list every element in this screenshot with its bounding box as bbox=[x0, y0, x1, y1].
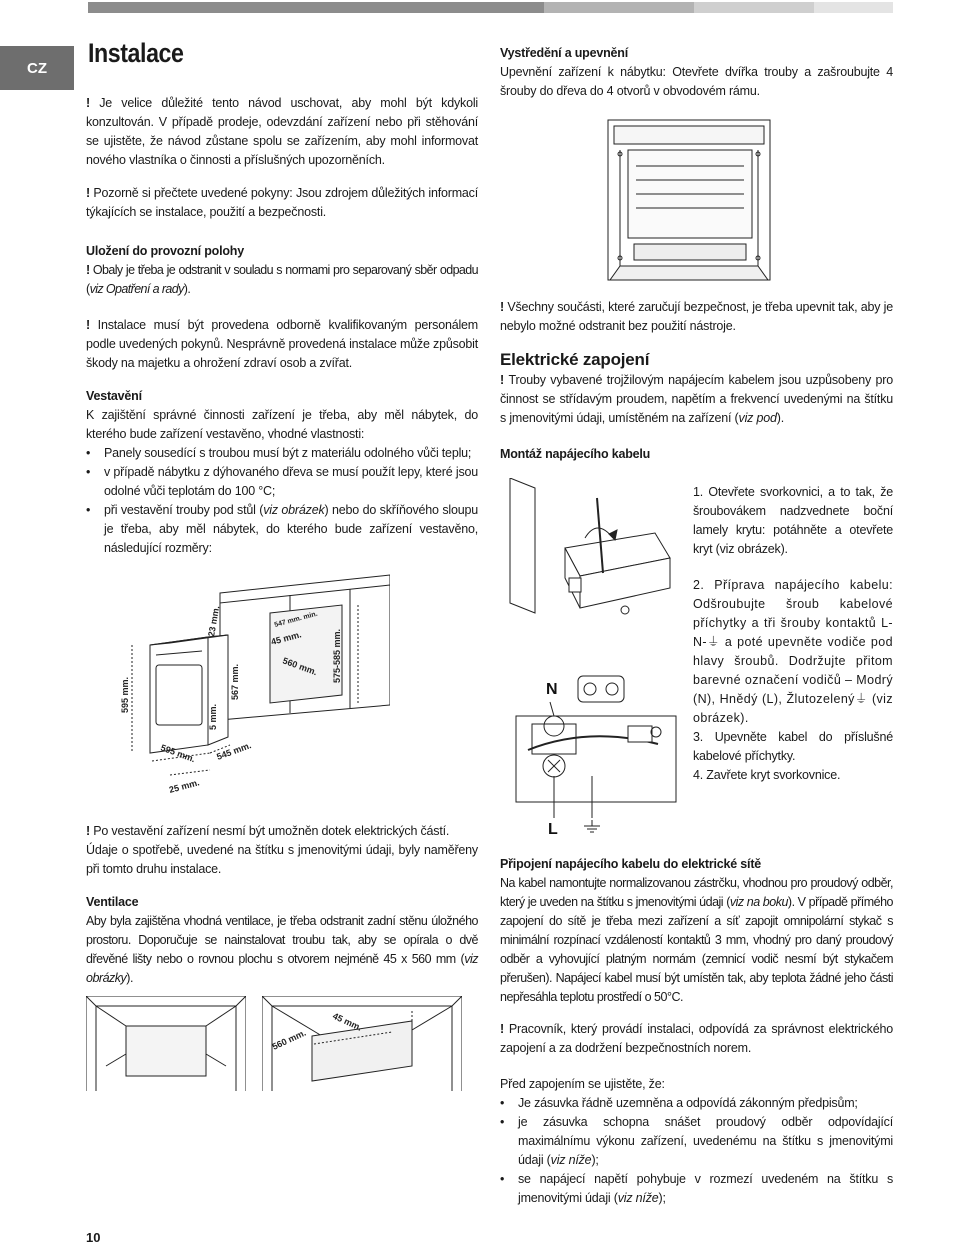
placement-section: Uložení do provozní polohy ! Obaly je třeba je odstranit v souladu s normami pro separovaný sběr odpadu (viz Opatření a rady). bbox=[86, 244, 478, 296]
builtin-dimensions-diagram bbox=[110, 565, 390, 805]
dim-23: 23 mm. bbox=[206, 605, 222, 638]
ground-icon: ⏚ bbox=[854, 692, 868, 706]
electrical-heading: Elektrické zapojení bbox=[500, 350, 650, 369]
vent-dim-560: 560 mm. bbox=[270, 1027, 308, 1052]
list-item: • Je zásuvka řádně uzemněna a odpovídá zákonným předpisům; bbox=[500, 1094, 893, 1113]
dim-25: 25 mm. bbox=[167, 777, 201, 795]
oven-front-diagram bbox=[598, 118, 778, 288]
ground-icon: ⏚ bbox=[707, 635, 720, 649]
dim-547: 547 mm. min. bbox=[273, 610, 319, 629]
list-item: • Panely sousedící s troubou musí být z materiálu odolného vůči teplu; bbox=[86, 444, 478, 463]
ventilation-heading: Ventilace bbox=[86, 895, 139, 909]
list-item: • se napájecí napětí pohybuje v rozmezí uvedeném na štítku s jmenovitými údaji (viz níže); bbox=[500, 1170, 893, 1208]
list-item: • v případě nábytku z dýhovaného dřeva se musí použít lepy, které jsou odolné vůči teplotám do 100 °C; bbox=[86, 463, 478, 501]
ventilation-section: Ventilace Aby byla zajištěna vhodná ventilace, je třeba odstranit zadní stěnu úložného prostoru. Doporučuje se nainstalovat troubu tak, aby se opírala o dvě dřevěné lišty nebo o rovnou plochu s otvorem nejméně 45 x 560 mm (viz obrázky). bbox=[86, 895, 478, 985]
vent-dim-45: 45 mm. bbox=[331, 1010, 364, 1033]
before-connecting-list bbox=[500, 1094, 893, 1208]
mains-connection-heading: Připojení napájecího kabelu do elektrické sítě bbox=[500, 857, 762, 871]
centering-section: Vystředění a upevnění Upevnění zařízení k nábytku: Otevřete dvířka trouby a zašroubujte 4 šrouby do dřeva do 4 otvorů v obvodovém rámu. bbox=[500, 46, 893, 98]
cable-steps-2-4: 2. Příprava napájecího kabelu: Odšroubujte šroub kabelové příchytky a tři šrouby kontaktů L-N-⏚ a poté upevněte vodiče pod hlavy šroubů. Dodržujte přitom barevné označení vodičů – Modrý (N), Hnědý (L), Žlutozelený⏚ (viz obrázek). 3. Upevněte kabel do příslušné kabelové příchytky. 4. Zavřete kryt svorkovnice. bbox=[693, 578, 894, 782]
dim-575-585: 575-585 mm. bbox=[332, 628, 342, 683]
centering-heading: Vystředění a upevnění bbox=[500, 46, 629, 60]
dim-567: 567 mm. bbox=[230, 663, 240, 700]
installer-note: ! Pracovník, který provádí instalaci, odpovídá za správnost elektrického zapojení a za dodržení bezpečnostních norem. bbox=[500, 1022, 893, 1055]
terminal-n-label: N bbox=[546, 681, 558, 698]
dim-5: 5 mm. bbox=[208, 703, 218, 730]
ventilation-diagram-right bbox=[262, 996, 462, 1091]
install-warning: ! Instalace musí být provedena odborně kvalifikovaným personálem podle uvedených pokynů. Nesprávně provedená instalace může způsobit škody na majetku a ohrožení zdraví osob a zvířat. bbox=[86, 318, 478, 370]
electrical-section: Elektrické zapojení ! Trouby vybavené trojžilovým napájecím kabelem jsou uzpůsobeny pro činnost se střídavým proudem, napětím a frekvencí uvedenými na štítku s jmenovitými údaji, umístěném na zařízení (viz pod). bbox=[500, 350, 893, 425]
builtin-list bbox=[86, 444, 478, 558]
safety-parts-note: ! Všechny součásti, které zaručují bezpečnost, je třeba upevnit tak, aby je nebylo možné odstranit bez použití nástroje. bbox=[500, 300, 893, 333]
intro-paragraph: ! Je velice důležité tento návod uschovat, aby mohl být kdykoli konzultován. V případě prodeje, odevzdání zařízení nebo při stěhování se ujistěte, že návod zůstane spolu se zařízením, aby mohl informovat nového vlastníka o činnosti a příslušných upozorněních. bbox=[86, 96, 478, 167]
after-install-section: ! Po vestavění zařízení nesmí být umožněn dotek elektrických částí. Údaje o spotřebě, uvedené na štítku s jmenovitými údaji, byly naměřeny při tomto druhu instalace. bbox=[86, 824, 478, 876]
cable-heading: Montáž napájecího kabelu bbox=[500, 447, 651, 461]
cable-step-1: 1. Otevřete svorkovnici, a to tak, že šroubovákem nadzvednete boční lamely krytu: potáhněte a otevřete kryt (viz obrázek). bbox=[693, 485, 893, 556]
ventilation-diagram-left bbox=[86, 996, 246, 1091]
page-number: 10 bbox=[86, 1230, 101, 1245]
page-title: Instalace bbox=[88, 38, 184, 68]
language-tab: CZ bbox=[0, 46, 74, 90]
read-instructions-note: ! Pozorně si přečtete uvedené pokyny: Jsou zdrojem důležitých informací týkajících se instalace, použití a bezpečnosti. bbox=[86, 186, 478, 219]
mains-connection-section: Připojení napájecího kabelu do elektrické sítě Na kabel namontujte normalizovanou zástrčku, vhodnou pro proudový odběr, který je uveden na štítku s jmenovitými údaji (viz na boku). V případě přímého zapojení do sítě je třeba mezi zařízení a síť zapojit omnipolární stykač s minimální rozpínací vzdáleností kontaktů 3 mm, vhodný pro daný proudový odběr a vyhovující platným normám (zemnicí vodič nesmí být stykačem přerušen). Napájecí kabel musí být umístěn tak, aby teplota žádné jeho části nepřesáhla teplotu prostředí o 50°C. bbox=[500, 857, 893, 1004]
placement-heading: Uložení do provozní polohy bbox=[86, 244, 244, 258]
terminal-l-label: L bbox=[548, 821, 558, 838]
dim-45: 45 mm. bbox=[269, 629, 303, 647]
builtin-heading: Vestavění bbox=[86, 389, 142, 403]
dim-595-horizontal: 595 mm. bbox=[159, 742, 197, 765]
cable-heading-block bbox=[500, 445, 893, 464]
terminal-wiring-diagram bbox=[508, 666, 688, 838]
dim-545: 545 mm. bbox=[215, 740, 253, 762]
before-connecting-section: Před zapojením se ujistěte, že: • Je zásuvka řádně uzemněna a odpovídá zákonným předpisům; • je zásuvka schopna snášet proudový odběr odpovídající maximálnímu výkonu zařízení, uvedenému na štítku s jmenovitými údaji (viz níže); • se napájecí napětí pohybuje v rozmezí uvedeném na štítku s jmenovitými údaji (viz níže); bbox=[500, 1075, 893, 1208]
dim-595-vertical: 595 mm. bbox=[120, 676, 130, 714]
list-item: • při vestavění trouby pod stůl (viz obrázek) nebo do skříňového sloupu je třeba, aby měl nábytek, do kterého bude zařízení vestavěno, následující rozměry: bbox=[86, 501, 478, 558]
dim-560: 560 mm. bbox=[281, 655, 319, 678]
terminal-block-open-diagram bbox=[505, 478, 680, 628]
builtin-section: Vestavění K zajištění správné činnosti zařízení je třeba, aby měl nábytek, do kterého bude zařízení vestavěno, vhodné vlastnosti: • Panely sousedící s troubou musí být z materiálu odolného vůči teplu; • v případě nábytku z dýhovaného dřeva se musí použít lepy, které jsou odolné vůči teplotám do 100 °C; • při vestavění trouby pod stůl (viz obrázek) nebo do skříňového sloupu je třeba, aby měl nábytek, do kterého bude zařízení vestavěno, následující rozměry: bbox=[86, 387, 478, 558]
list-item: • je zásuvka schopna snášet proudový odběr odpovídající maximálnímu výkonu zařízení, uvedenému na štítku s jmenovitými údaji (viz níže); bbox=[500, 1113, 893, 1170]
ground-symbol bbox=[584, 820, 600, 832]
